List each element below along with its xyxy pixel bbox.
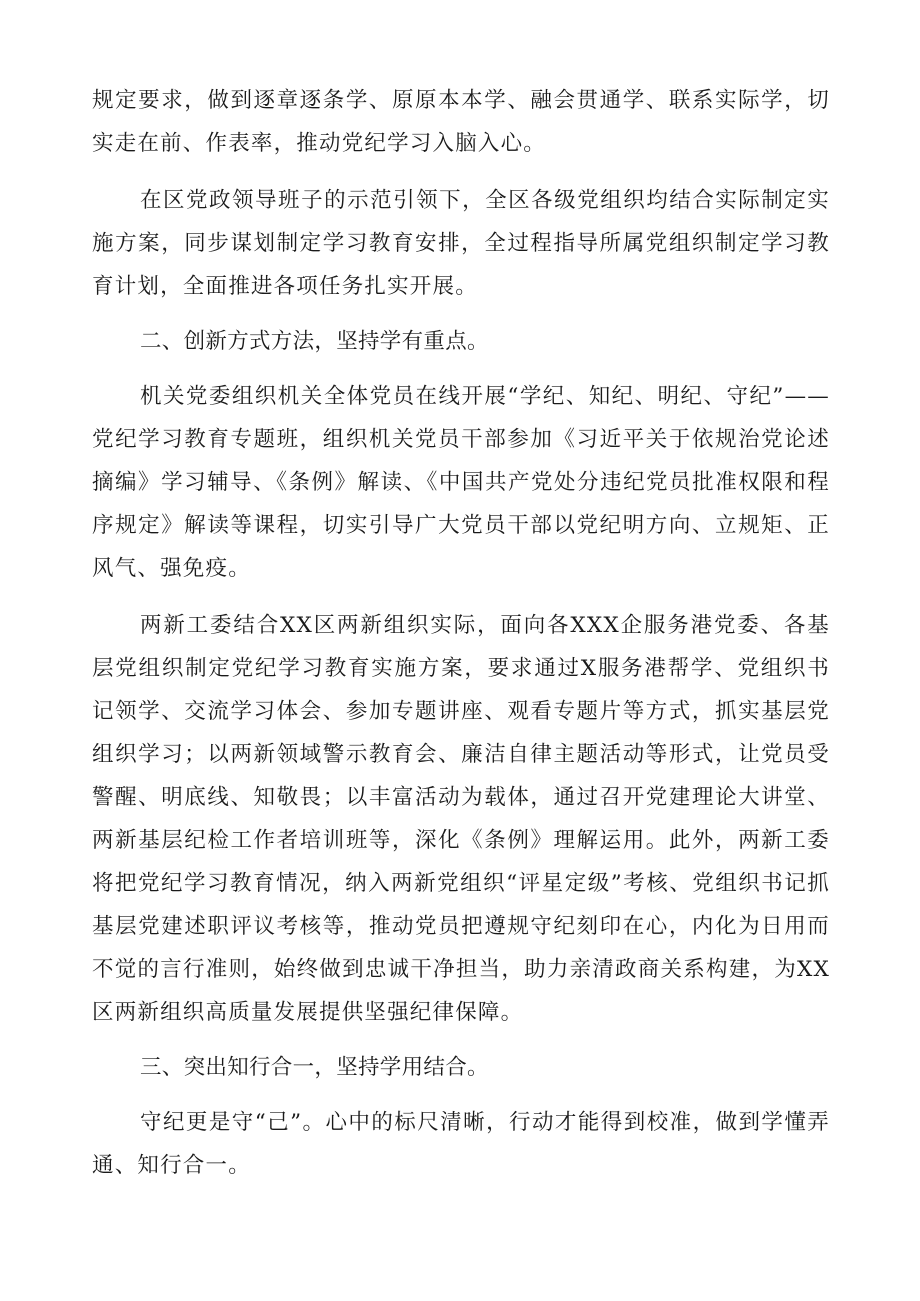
document-body <box>92 79 830 1187</box>
paragraph-district-leadership: 在区党政领导班子的示范引领下，全区各级党组织均结合实际制定实施方案，同步谋划制定学习教育安排，全过程指导所属党组织制定学习教育计划，全面推进各项任务扎实开展。 <box>92 188 830 299</box>
paragraph-two-new-working-committee: 两新工委结合XX区两新组织实际，面向各XXX企服务港党委、各基层党组织制定党纪学习教育实施方案，要求通过X服务港帮学、党组织书记领学、交流学习体会、参加专题讲座、观看专题片等方式，抓实基层党组织学习；以两新领域警示教育会、廉洁自律主题活动等形式，让党员受警醒、明底线、知敬畏；以丰富活动为载体，通过召开党建理论大讲堂、两新基层纪检工作者培训班等，深化《条例》理解运用。此外，两新工委将把党纪学习教育情况，纳入两新党组织“评星定级”考核、党组织书记抓基层党建述职评议考核等，推动党员把遵规守纪刻印在心，内化为日用而不觉的言行准则，始终做到忠诚干净担当，助力亲清政商关系构建，为XX区两新组织高质量发展提供坚强纪律保障。 <box>92 613 830 1025</box>
paragraph-continuation: 规定要求，做到逐章逐条学、原原本本学、融会贯通学、联系实际学，切实走在前、作表率，推动党纪学习入脑入心。 <box>92 88 830 156</box>
paragraph-party-committee: 机关党委组织机关全体党员在线开展“学纪、知纪、明纪、守纪”——党纪学习教育专题班，组织机关党员干部参加《习近平关于依规治党论述摘编》学习辅导、《条例》解读、《中国共产党处分违纪党员批准权限和程序规定》解读等课程，切实引导广大党员干部以党纪明方向、立规矩、正风气、强免疫。 <box>92 384 830 581</box>
section-heading-2: 二、创新方式方法，坚持学有重点。 <box>140 329 489 354</box>
paragraph-discipline-self: 守纪更是守“己”。心中的标尺清晰，行动才能得到校准，做到学懂弄通、知行合一。 <box>92 1110 830 1178</box>
section-heading-3: 三、突出知行合一，坚持学用结合。 <box>140 1055 489 1080</box>
